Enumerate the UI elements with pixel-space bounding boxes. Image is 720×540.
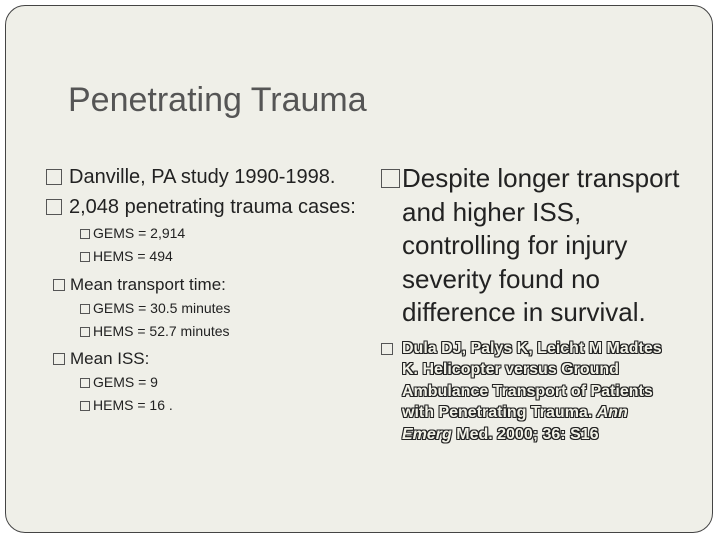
citation-journal: Ann Emerg — [402, 404, 628, 443]
sub-bullet-hems-transport: HEMS = 52.7 minutes — [46, 320, 356, 343]
sub-bullet-hems-count: HEMS = 494 — [46, 245, 356, 268]
bullet-box-icon — [381, 169, 400, 188]
sub-bullet-gems-transport: GEMS = 30.5 minutes — [46, 297, 356, 320]
left-column — [46, 162, 356, 417]
bullet-cases: 2,048 penetrating trauma cases: — [46, 192, 356, 222]
bullet-box-icon — [53, 279, 65, 291]
citation: Dula DJ, Palys K, Leicht M Madtes K. Helicopter versus Ground Ambulance Transport of Patients with Penetrating Trauma. Ann Emerg Med. 2000; 36: S16 — [381, 338, 681, 446]
bullet-study: Danville, PA study 1990-1998. — [46, 162, 356, 192]
bullet-box-icon — [80, 304, 90, 314]
bullet-box-icon — [80, 401, 90, 411]
bullet-box-icon — [80, 378, 90, 388]
bullet-transport-time: Mean transport time: — [46, 272, 356, 297]
slide-title: Penetrating Trauma — [68, 81, 367, 119]
sub-bullet-gems-count: GEMS = 2,914 — [46, 222, 356, 245]
bullet-box-icon — [46, 169, 62, 185]
sub-bullet-hems-iss: HEMS = 16 . — [46, 394, 356, 417]
bullet-box-icon — [53, 353, 65, 365]
bullet-box-icon — [80, 229, 90, 239]
slide — [5, 5, 713, 533]
bullet-mean-iss: Mean ISS: — [46, 346, 356, 371]
bullet-finding: Despite longer transport and higher ISS, controlling for injury severity found no difference in survival. — [381, 162, 681, 330]
bullet-box-icon — [80, 327, 90, 337]
bullet-box-icon — [80, 252, 90, 262]
sub-bullet-gems-iss: GEMS = 9 — [46, 371, 356, 394]
right-column — [381, 162, 681, 445]
bullet-box-icon — [46, 199, 62, 215]
bullet-box-icon — [381, 343, 393, 355]
